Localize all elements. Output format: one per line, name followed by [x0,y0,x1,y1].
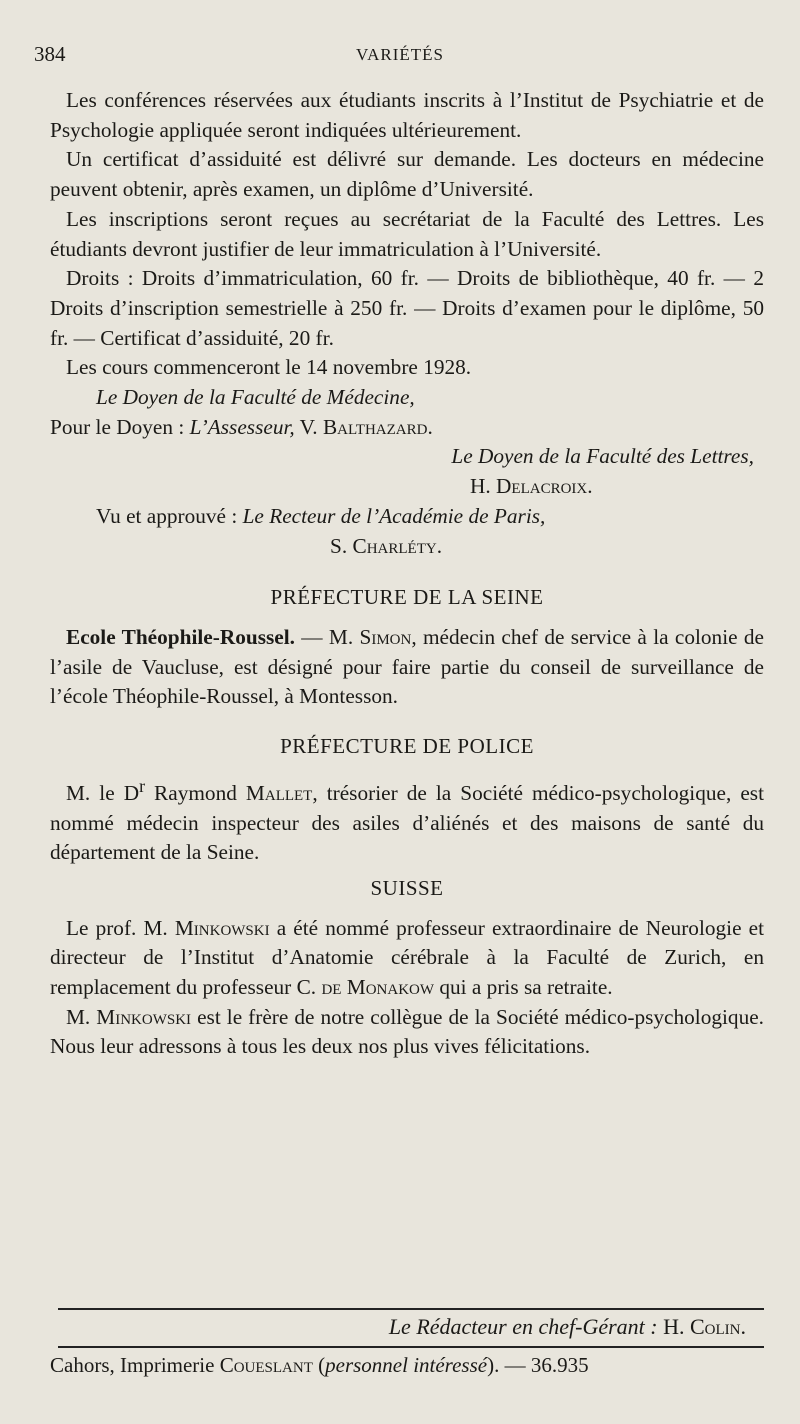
signature-doyen-lettres: Le Doyen de la Faculté des Lettres, [451,444,754,469]
paragraph-cours: Les cours commenceront le 14 novembre 1928. [66,355,472,380]
page-number: 384 [34,42,66,66]
footer-rule-lower [58,1346,764,1348]
footer-rule [58,1308,764,1310]
paragraph-inscriptions: Les inscriptions seront reçues au secrétariat de la Faculté des Lettres. Les étudiants devront justifier de leur immatriculation à l’Université. [50,206,764,261]
signature-delacroix: H. Delacroix. [470,474,593,499]
signature-assesseur: Pour le Doyen : L’Assesseur, V. Balthazard. [50,414,433,439]
paragraph-certificat: Un certificat d’assiduité est délivré sur demande. Les docteurs en médecine peuvent obtenir, après examen, un diplôme d’Université. [50,147,764,202]
name-delacroix: Delacroix. [496,474,593,499]
section-heading-seine: PRÉFECTURE DE LA SEINE [270,585,544,610]
section-heading-suisse: SUISSE [370,875,444,900]
paragraph-police: M. le $D^r$ Raymond Mallet, trésorier de la Société médico-psychologique, est nommé médecin inspecteur des asiles d’aliénés et des maisons de santé du département de la Seine. [50,775,764,865]
paragraph-conferences: Les conférences réservées aux étudiants inscrits à l’Institut de Psychiatrie et de Psychologie appliquée seront indiquées ultérieurement. [50,88,764,142]
paragraph-suisse-1: Le prof. M. Minkowski a été nommé professeur extraordinaire de Neurologie et directeur de l’Institut d’Anatomie cérébrale à la Faculté de Zurich, en remplacement du professeur C. de Monakow qui a pris sa retraite. [50,915,764,1000]
paragraph-seine: Ecole Théophile-Roussel. — M. Simon, médecin chef de service à la colonie de l’asile de Vaucluse, est désigné pour faire partie du conseil de surveillance de l’école Théophile-Roussel, à Montesson. [50,624,764,709]
signature-charlety: S. Charléty. [330,533,443,558]
section-heading-police: PRÉFECTURE DE POLICE [280,734,534,759]
running-title: VARIÉTÉS [356,45,444,64]
signature-recteur: Vu et approuvé : Le Recteur de l’Académie de Paris, [96,503,546,528]
editor-line: Le Rédacteur en chef-Gérant : H. Colin. [388,1314,746,1339]
name-charlety: Charléty. [352,533,443,558]
name-balthazard: Balthazard. [322,414,433,439]
paragraph-suisse-2: M. Minkowski est le frère de notre collègue de la Société médico-psychologique. Nous leur adressons à tous les deux nos plus vives félicitations. [50,1004,764,1059]
paragraph-droits: Droits : Droits d’immatriculation, 60 fr. — Droits de bibliothèque, 40 fr. — 2 Droits d’inscription semestrielle à 250 fr. — Droits d’examen pour le diplôme, 50 fr. — Certificat d’assiduité, 20 fr. [50,266,764,350]
imprint-line: Cahors, Imprimerie Coueslant (personnel intéressé). — 36.935 [50,1353,589,1377]
running-header [34,42,766,72]
signature-doyen-medecine: Le Doyen de la Faculté de Médecine, [96,385,415,410]
article-body [50,86,764,1062]
